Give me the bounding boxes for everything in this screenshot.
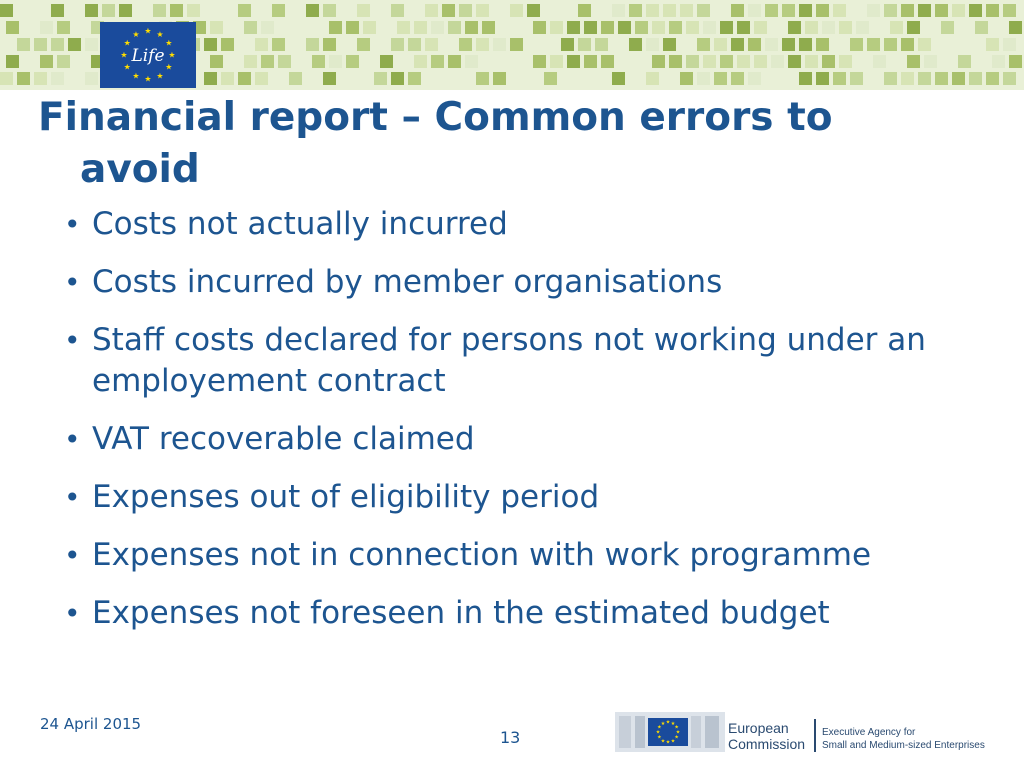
eu-star-icon: ★ xyxy=(165,38,173,48)
eu-star-icon: ★ xyxy=(665,739,671,746)
eu-star-icon: ★ xyxy=(665,719,671,726)
bullet-dot-icon: • xyxy=(64,481,81,514)
eu-star-icon: ★ xyxy=(156,29,164,39)
eu-star-icon: ★ xyxy=(120,50,128,60)
eu-star-icon: ★ xyxy=(123,38,131,48)
ec-name: European Commission xyxy=(728,720,806,752)
bullet-dot-icon: • xyxy=(64,423,81,456)
bullet-item: • Costs incurred by member organisations xyxy=(62,262,1002,303)
eu-stars-icon xyxy=(108,24,188,86)
eu-star-icon: ★ xyxy=(123,62,131,72)
bullet-item: • Costs not actually incurred xyxy=(62,204,1002,245)
bullet-dot-icon: • xyxy=(64,266,81,299)
eu-star-icon: ★ xyxy=(165,62,173,72)
eu-star-icon: ★ xyxy=(660,738,666,745)
eu-star-icon: ★ xyxy=(132,29,140,39)
eu-star-icon: ★ xyxy=(144,74,152,84)
title-line-1: Financial report – Common errors to xyxy=(38,95,833,140)
bullet-item: • Expenses not in connection with work programme xyxy=(62,535,1002,576)
ec-divider xyxy=(814,719,816,752)
eu-star-icon: ★ xyxy=(655,729,661,736)
eu-star-icon: ★ xyxy=(132,71,140,81)
agency-name: Executive Agency for Small and Medium-sized Enterprises xyxy=(822,727,985,751)
eu-star-icon: ★ xyxy=(674,734,679,741)
eu-star-icon: ★ xyxy=(657,724,662,731)
bullet-dot-icon: • xyxy=(64,597,81,630)
header-banner xyxy=(0,0,1024,90)
slide-title xyxy=(38,92,998,196)
life-logo xyxy=(100,22,196,88)
eu-star-icon: ★ xyxy=(660,721,666,728)
eu-star-icon: ★ xyxy=(144,26,152,36)
bullet-item: • Expenses out of eligibility period xyxy=(62,477,1002,518)
bullet-dot-icon: • xyxy=(64,324,81,357)
eu-star-icon: ★ xyxy=(674,724,679,731)
bullet-dot-icon: • xyxy=(64,208,81,241)
page-number: 13 xyxy=(500,728,521,747)
footer-date: 24 April 2015 xyxy=(40,715,142,733)
eu-star-icon: ★ xyxy=(168,50,176,60)
bullet-list xyxy=(62,204,1002,651)
bullet-item: • Expenses not foreseen in the estimated budget xyxy=(62,593,1002,634)
bullet-item: • Staff costs declared for persons not working under an employement contract xyxy=(64,322,926,399)
eu-star-icon: ★ xyxy=(670,738,676,745)
title-line-2: avoid xyxy=(80,147,200,192)
bullet-dot-icon: • xyxy=(64,539,81,572)
eu-star-icon: ★ xyxy=(670,721,676,728)
eu-star-icon: ★ xyxy=(657,734,662,741)
logo-wordmark: Life xyxy=(131,46,165,66)
eu-star-icon: ★ xyxy=(156,71,164,81)
eu-star-icon: ★ xyxy=(675,729,681,736)
bullet-item: • VAT recoverable claimed xyxy=(62,419,1002,460)
